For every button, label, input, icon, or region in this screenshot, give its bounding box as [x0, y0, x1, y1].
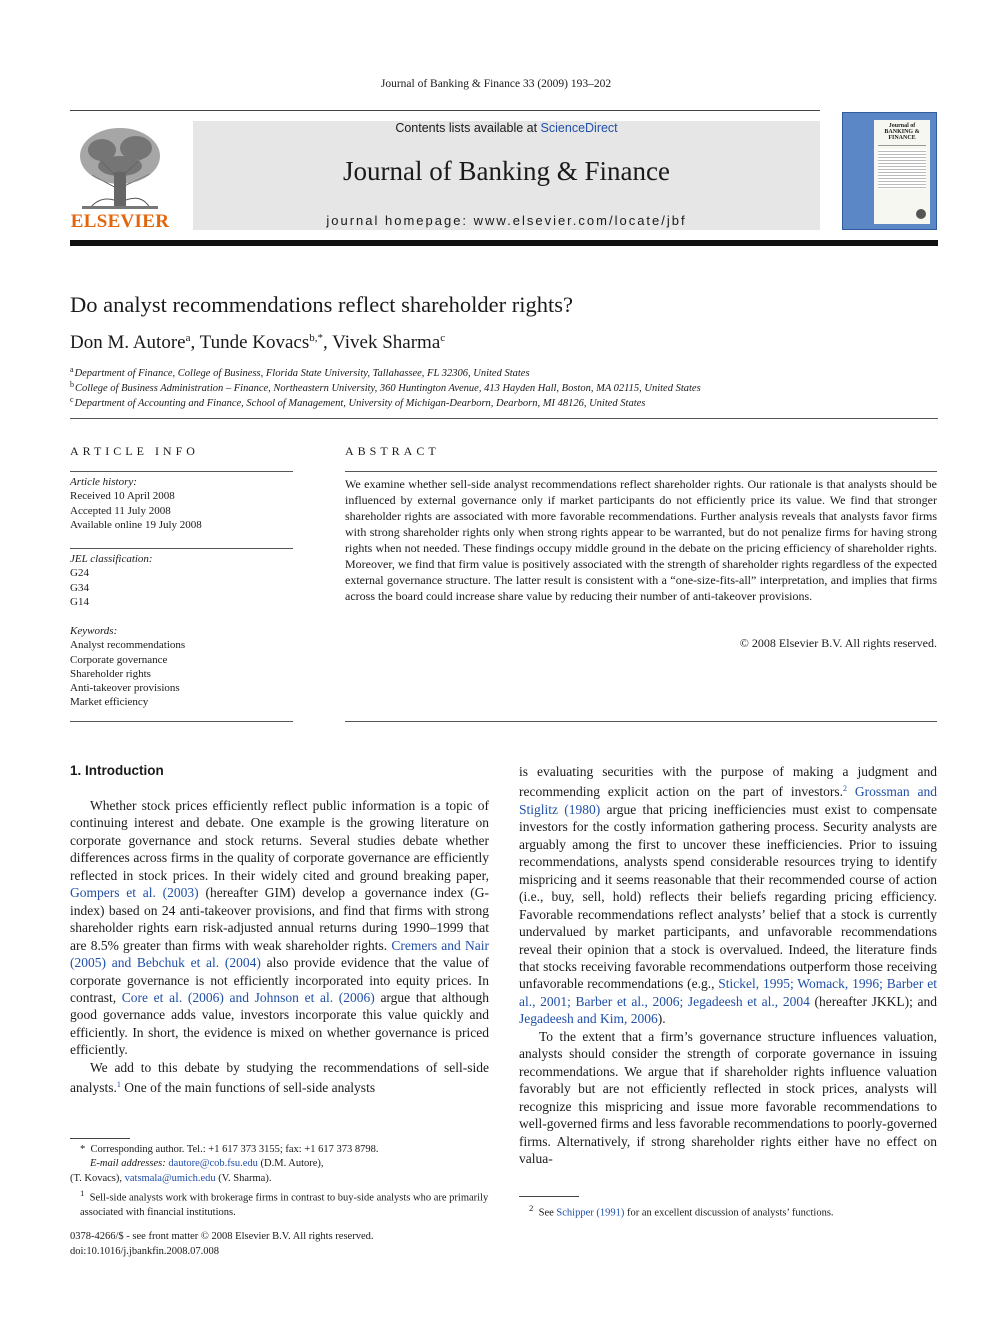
- affiliation-text: Department of Accounting and Finance, School of Management, University of Michigan-Dearborn, Dearborn, MI 48126, United States: [74, 398, 646, 409]
- affiliation-mark: b: [70, 380, 74, 389]
- contents-available-line: [193, 121, 820, 135]
- footnote-mark: 2: [529, 1203, 534, 1213]
- footnote-ref[interactable]: 1: [116, 1080, 121, 1090]
- jel-label: JEL classification:: [70, 553, 153, 565]
- doi-line[interactable]: doi:10.1016/j.jbankfin.2008.07.008: [70, 1246, 220, 1257]
- email-owner: (V. Sharma).: [215, 1172, 272, 1184]
- body-left-column: [70, 797, 489, 1097]
- author-mark: b,*: [309, 332, 323, 344]
- footnote-1: [70, 1186, 489, 1220]
- citation-link[interactable]: Grossman and Stiglitz (1980): [519, 784, 937, 817]
- text-run: is evaluating securities with the purpose of making a judgment and recommending explicit action on the part of investors.: [519, 764, 937, 800]
- keyword: Anti-takeover provisions: [70, 682, 180, 695]
- author-mark: c: [440, 332, 446, 344]
- footnote-text: Corresponding author. Tel.: +1 617 373 3155; fax: +1 617 373 8798.: [90, 1144, 379, 1155]
- footnote-rule: [519, 1196, 579, 1197]
- text-run: argue that pricing inefficiencies must exist to compensate investors for the costly information gathering process. Security analysts are arguably among the first to uncover these inefficiencies. Prior to issuing recommendations, analysts spend considerable resources trying to identify mispricing and it seems reasonable that their recommended course of action (i.e., buy, sell, hold) reflects their beliefs regarding pricing efficiency. Favorable recommendations reflect analysts’ belief that a stock is currently undervalued by market participants, and unfavorable recommendations reveal their opinion that a stock is overvalued. Indeed, the literature finds that stocks receiving favorable recommendations outperform those receiving unfavorable recommendations (e.g.,: [519, 801, 937, 992]
- text-run: argue that although good governance adds value, investors incorporate this value quickly and efficiently. In short, the evidence is mixed on whether governance is priced efficiently.: [70, 989, 489, 1058]
- article-info-rule: [70, 471, 293, 472]
- text-run: [847, 784, 855, 799]
- jel-classification: [70, 552, 293, 609]
- cover-page: [874, 120, 930, 224]
- text-run: (hereafter JKKL); and: [809, 993, 937, 1009]
- abstract-bottom-rule: [345, 721, 937, 722]
- email-link[interactable]: dautore@cob.fsu.edu: [168, 1158, 258, 1170]
- citation-link[interactable]: Gompers et al. (2003): [70, 885, 199, 901]
- citation-link[interactable]: Jegadeesh and Kim, 2006: [519, 1011, 658, 1027]
- history-online: Available online 19 July 2008: [70, 518, 202, 531]
- keyword: Analyst recommendations: [70, 639, 186, 652]
- journal-citation: Journal of Banking & Finance 33 (2009) 193–202: [380, 78, 612, 90]
- jel-code: G24: [70, 567, 89, 580]
- jel-code: G34: [70, 581, 89, 594]
- footnote-rule: [70, 1138, 130, 1139]
- footnote-corresponding: [70, 1143, 489, 1157]
- abstract-rule: [345, 471, 937, 472]
- text-run: We add to this debate by studying the recommendations of sell-side analysts.: [70, 1059, 489, 1096]
- keywords-rule: [70, 721, 293, 722]
- keywords-label: Keywords:: [70, 625, 118, 637]
- journal-cover-image: [842, 112, 937, 230]
- paragraph: [519, 763, 937, 1028]
- email-label: E-mail addresses:: [90, 1158, 166, 1170]
- footnote-emails-cont: [70, 1172, 489, 1186]
- header-rule: [70, 110, 820, 111]
- affiliation-mark: c: [70, 395, 74, 404]
- author-name[interactable]: Don M. Autore: [70, 332, 186, 353]
- paragraph: [70, 797, 489, 1059]
- issn-line: 0378-4266/$ - see front matter © 2008 Elsevier B.V. All rights reserved.: [70, 1231, 374, 1242]
- body-right-column: [519, 763, 937, 1167]
- article-history: [70, 475, 293, 532]
- contents-prefix: Contents lists available at: [395, 121, 541, 135]
- email-owner-prefix: (T. Kovacs),: [70, 1172, 125, 1184]
- article-title: Do analyst recommendations reflect shareholder rights?: [70, 292, 573, 317]
- elsevier-wordmark: ELSEVIER: [70, 211, 170, 232]
- journal-title: Journal of Banking & Finance: [343, 156, 670, 186]
- author-name[interactable]: Tunde Kovacs: [199, 332, 310, 353]
- affiliation-text: Department of Finance, College of Business, Florida State University, Tallahassee, FL 32306, United States: [74, 368, 530, 379]
- reference-link[interactable]: Schipper (1991): [556, 1207, 625, 1219]
- history-label: Article history:: [70, 476, 137, 488]
- text-run: Whether stock prices efficiently reflect public information is a topic of continuing interest and debate. One example is the growing literature on corporate governance and stock returns. Several studies debate whether differences across firms in the quality of corporate governance are efficiently reflected in stock prices. In their widely cited and ground breaking paper,: [70, 798, 489, 883]
- citation-link[interactable]: Stickel, 1995; Womack, 1996; Barber et al., 2001; Barber et al., 2006; Jegadeesh et al., 2004: [519, 976, 937, 1009]
- abstract-copyright: © 2008 Elsevier B.V. All rights reserved.: [739, 636, 937, 650]
- footnote-mark: *: [80, 1144, 86, 1155]
- footnote-text: Sell-side analysts work with brokerage firms in contrast to buy-side analysts who are primarily associated with financial institutions.: [80, 1192, 489, 1218]
- affiliation: [70, 365, 530, 379]
- cover-title: Journal of BANKING & FINANCE: [884, 123, 920, 141]
- footnote-text: See: [538, 1207, 557, 1219]
- affiliations-rule: [70, 418, 938, 419]
- sciencedirect-link[interactable]: ScienceDirect: [540, 121, 618, 135]
- text-run: One of the main functions of sell-side analysts: [120, 1080, 376, 1096]
- jel-code: G14: [70, 595, 89, 608]
- email-link[interactable]: vatsmala@umich.edu: [124, 1172, 216, 1184]
- history-accepted: Accepted 11 July 2008: [70, 504, 171, 517]
- affiliation: [70, 395, 645, 409]
- footnote-ref[interactable]: 2: [842, 784, 847, 794]
- article-info-heading: ARTICLE INFO: [70, 444, 199, 458]
- keyword: Market efficiency: [70, 696, 149, 709]
- footnote-2: [529, 1201, 937, 1221]
- footnote-text: for an excellent discussion of analysts’ functions.: [624, 1207, 834, 1219]
- footnotes-left: [70, 1143, 489, 1220]
- header-thick-rule: [70, 240, 938, 246]
- abstract-heading: ABSTRACT: [345, 444, 440, 458]
- journal-homepage[interactable]: journal homepage: www.elsevier.com/locate/jbf: [326, 213, 687, 228]
- section-heading-introduction: 1. Introduction: [70, 763, 164, 778]
- author-mark: a: [185, 332, 191, 344]
- footnote-mark: 1: [80, 1187, 85, 1198]
- text-run: ).: [657, 1011, 666, 1027]
- affiliation: [70, 380, 701, 394]
- abstract-text: We examine whether sell-side analyst recommendations reflect shareholder rights. Our rationale is that analysts should be influenced by external governance only if market participants do not efficiently price its value. We find that stronger shareholder rights are associated with more favorable recommendations. Further analysis reveals that analysts favor firms with strong shareholder rights only when strong rights appear to be warranted, but do not penalize firms for having strong rights when not needed. These findings occupy middle ground in the debate on the pricing efficiency of shareholder rights. Moreover, we find that firm value is positively associated with the strength of shareholder rights regardless of the expected external governance structure. The latter result is consistent with a “one-size-fits-all” interpretation, and implies that firms across the board could increase share value by reducing their number of anti-takeover provisions.: [345, 477, 937, 603]
- keyword: Corporate governance: [70, 653, 168, 666]
- paragraph: [70, 1059, 489, 1097]
- paragraph: [519, 1028, 937, 1168]
- email-owner: (D.M. Autore),: [257, 1158, 324, 1170]
- text-run: also provide evidence that the value of corporate governance is not efficiently incorporated into equity prices. In contrast,: [70, 955, 490, 1005]
- citation-link[interactable]: Core et al. (2006) and Johnson et al. (2006): [121, 989, 375, 1005]
- text-run: To the extent that a firm’s governance structure influences valuation, analysts should consider the strength of corporate governance in issuing recommendations. We argue that if shareholder rights influence valuation favorably but are not efficiently reflected in stock prices, analysts will recognize this mispricing and issue more favorable recommendations to well-governed firms and less favorable recommendations to poorly-governed firms. Alternatively, if strong shareholder rights either have no effect on valua-: [519, 1028, 937, 1166]
- text-run: (hereafter GIM) develop a governance index (G-index) based on 24 anti-takeover provisions, and find that firms with strong shareholder rights earn risk-adjusted annual returns during 1990–1999 that are 8.5% greater than firms with weak shareholder rights.: [70, 885, 490, 953]
- affiliation-mark: a: [70, 365, 74, 374]
- keywords: [70, 624, 293, 710]
- author-list: Don M. Autore$^a$, Tunde Kovacs$^{b,*}$, Vivek Sharma$^c$: [70, 332, 446, 353]
- author-name[interactable]: Vivek Sharma: [332, 332, 441, 353]
- history-received: Received 10 April 2008: [70, 490, 175, 503]
- footnote-emails: [70, 1157, 489, 1171]
- history-rule: [70, 548, 293, 549]
- citation-link[interactable]: Cremers and Nair (2005) and Bebchuk et al. (2004): [70, 937, 490, 971]
- keyword: Shareholder rights: [70, 667, 151, 680]
- affiliation-text: College of Business Administration – Finance, Northeastern University, 360 Huntington Avenue, 413 Hayden Hall, Boston, MA 02115, United States: [75, 383, 701, 394]
